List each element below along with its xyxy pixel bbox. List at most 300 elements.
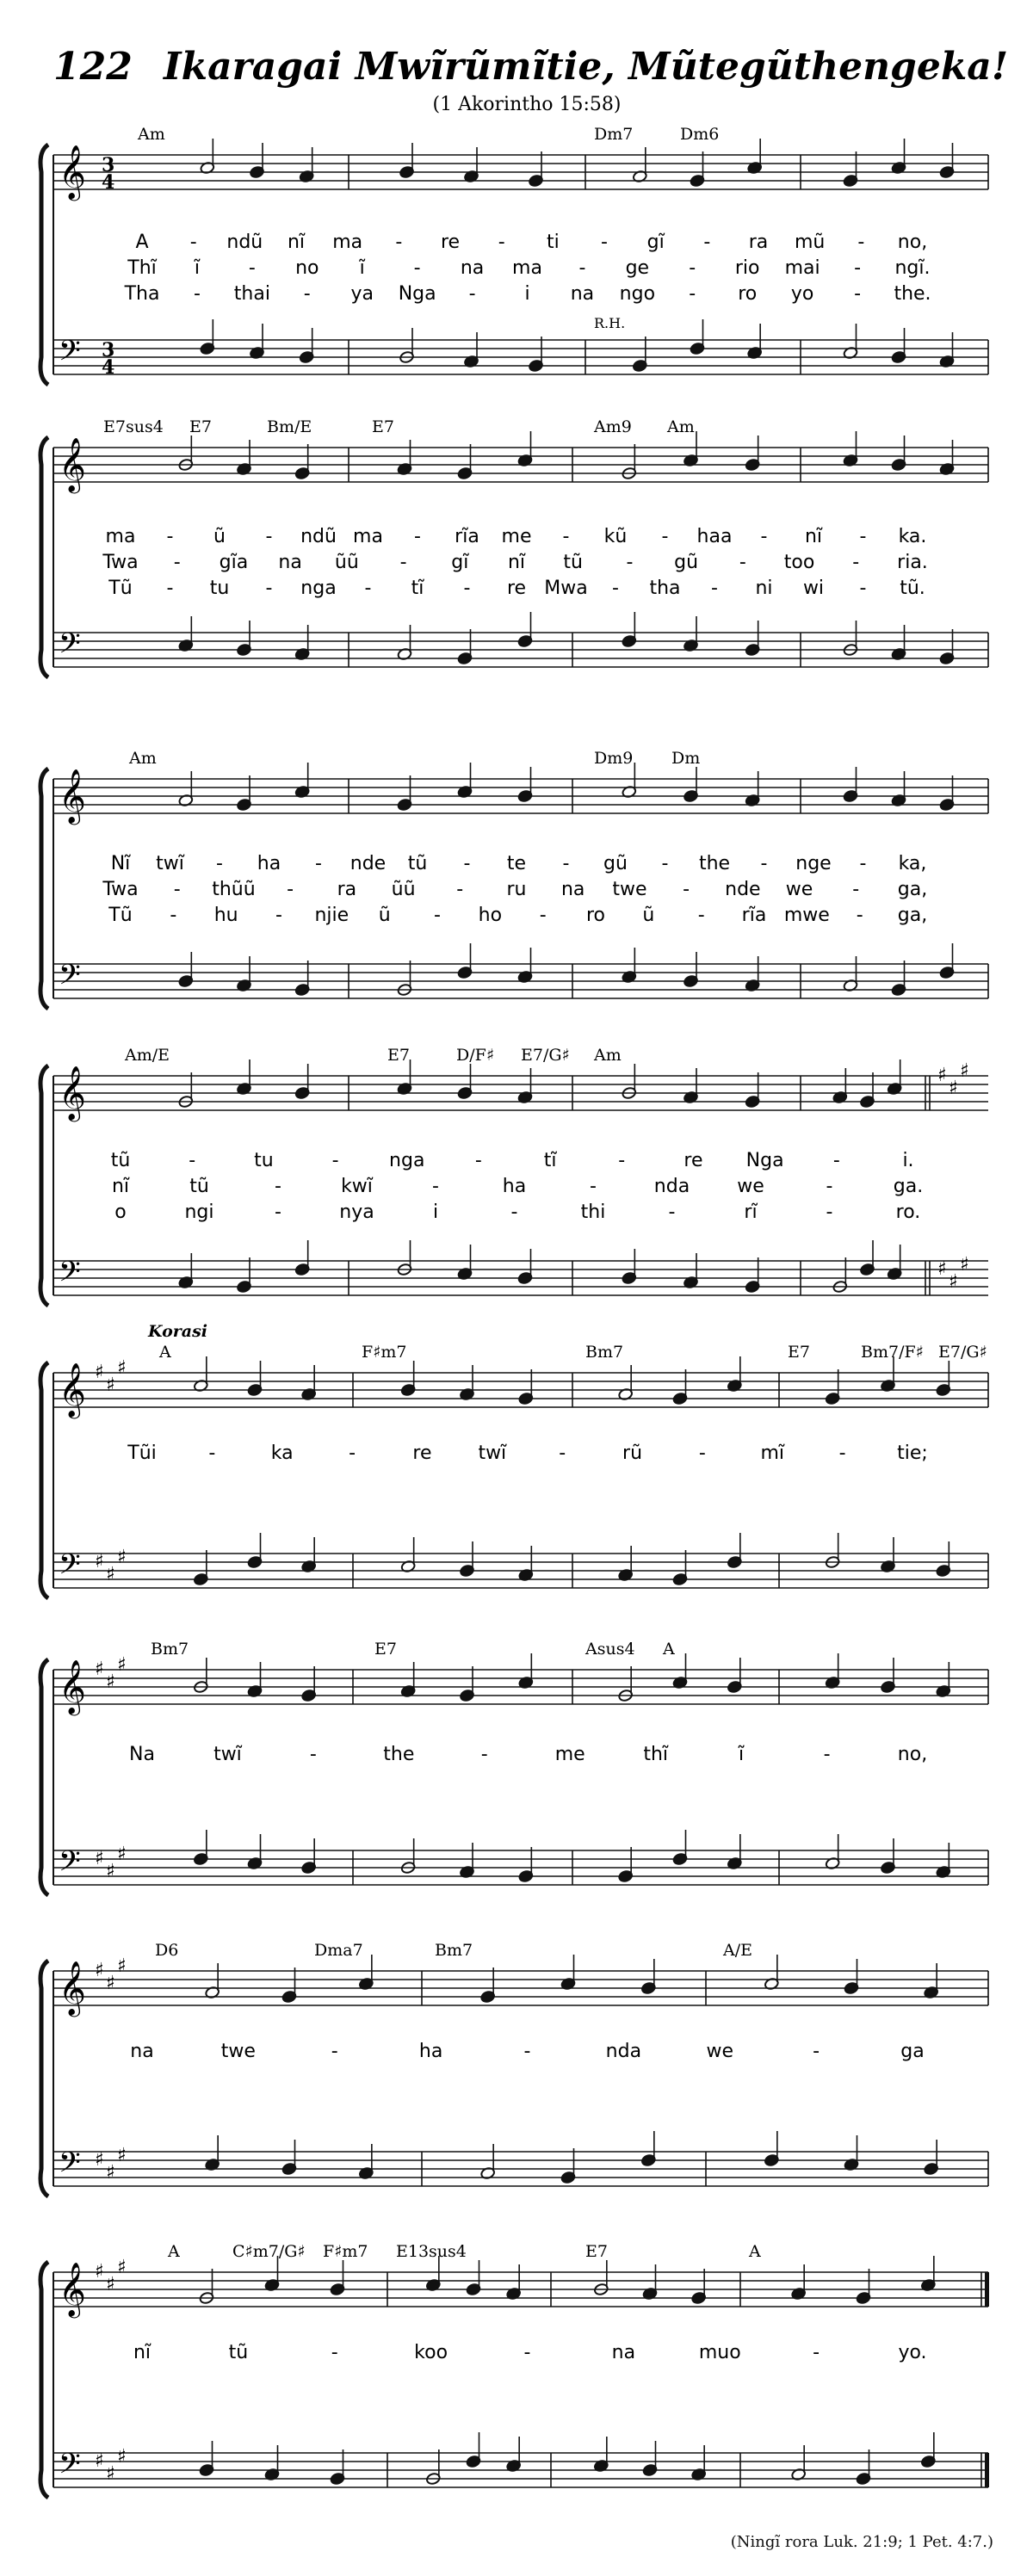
lyric-hyphen: - bbox=[857, 232, 865, 253]
lyric-syllable: na bbox=[611, 2342, 636, 2363]
lyric-hyphen: - bbox=[832, 1150, 840, 1171]
lyric-hyphen: - bbox=[698, 1442, 706, 1464]
lyric-syllable: Twa bbox=[102, 879, 139, 900]
lyric-syllable: tu bbox=[209, 578, 230, 599]
lyric-syllable: ũũ bbox=[334, 552, 359, 573]
lyric-syllable: tũ bbox=[407, 853, 428, 874]
lyric-syllable: kũ bbox=[603, 526, 628, 547]
lyric-hyphen: - bbox=[413, 257, 421, 279]
lyric-syllable: twe bbox=[612, 879, 647, 900]
key-sharp-icon: ♯ bbox=[117, 2257, 127, 2278]
lyric-hyphen: - bbox=[601, 232, 608, 253]
chord-symbol: Bm7 bbox=[435, 1941, 473, 1960]
system-5 bbox=[40, 1322, 988, 1598]
chord-symbol: A bbox=[168, 2242, 180, 2261]
lyric-syllable: ũ bbox=[642, 905, 655, 926]
lyric-hyphen: - bbox=[189, 232, 197, 253]
chord-symbol: E7 bbox=[585, 2242, 608, 2261]
lyric-syllable: ndũ bbox=[226, 232, 263, 253]
key-sharp-icon: ♯ bbox=[960, 1254, 969, 1276]
lyric-line-2 bbox=[102, 879, 927, 900]
lyric-syllable: ngo bbox=[619, 283, 656, 305]
lyric-hyphen: - bbox=[480, 1744, 488, 1765]
lyric-syllable: ro. bbox=[895, 1202, 921, 1223]
lyric-syllable: te bbox=[506, 853, 527, 874]
lyric-syllable: nga bbox=[300, 578, 337, 599]
system-4 bbox=[40, 1046, 988, 1306]
chord-symbol: Asus4 bbox=[585, 1640, 635, 1659]
lyric-hyphen: - bbox=[432, 1176, 439, 1197]
lyric-syllable: gĩ bbox=[451, 552, 469, 573]
lyric-syllable: gũ bbox=[674, 552, 699, 573]
lyric-syllable: i bbox=[524, 283, 530, 305]
key-sharp-icon: ♯ bbox=[95, 1848, 104, 1869]
time-signature-bottom: 4 bbox=[102, 356, 115, 379]
system-3 bbox=[40, 749, 988, 1009]
lyric-hyphen: - bbox=[414, 526, 421, 547]
lyric-syllable: rĩa bbox=[741, 905, 767, 926]
lyric-hyphen: - bbox=[859, 853, 867, 874]
lyric-line-1 bbox=[111, 853, 927, 874]
lyric-hyphen: - bbox=[275, 905, 282, 926]
lyric-syllable: njie bbox=[314, 905, 349, 926]
lyric-syllable: nĩ bbox=[507, 552, 526, 573]
lyric-syllable: yo. bbox=[898, 2342, 927, 2363]
lyric-line-2 bbox=[127, 257, 930, 279]
music-systems bbox=[40, 125, 989, 2498]
key-sharp-icon: ♯ bbox=[117, 2446, 127, 2468]
lyric-syllable: ho bbox=[478, 905, 503, 926]
lyric-hyphen: - bbox=[562, 526, 570, 547]
lyric-syllable: rĩ bbox=[744, 1202, 758, 1223]
lyric-syllable: ha bbox=[502, 1176, 527, 1197]
lyric-hyphen: - bbox=[523, 2041, 531, 2062]
lyric-hyphen: - bbox=[626, 552, 634, 573]
lyric-syllable: nda bbox=[605, 2041, 642, 2062]
lyric-syllable: me bbox=[554, 1744, 585, 1765]
lyric-syllable: nĩ bbox=[287, 232, 306, 253]
lyric-hyphen: - bbox=[170, 905, 177, 926]
lyric-syllable: nĩ bbox=[804, 526, 823, 547]
bass-clef-icon: 𝄢 bbox=[59, 959, 81, 998]
lyric-syllable: tha bbox=[649, 578, 681, 599]
lyric-hyphen: - bbox=[463, 853, 471, 874]
lyric-hyphen: - bbox=[618, 1150, 626, 1171]
key-sharp-icon: ♯ bbox=[106, 2463, 115, 2485]
lyric-syllable: thai bbox=[233, 283, 270, 305]
key-sharp-icon: ♯ bbox=[95, 2450, 104, 2472]
lyric-syllable: thĩ bbox=[643, 1744, 669, 1765]
bass-clef-icon: 𝄢 bbox=[59, 335, 81, 374]
lyric-line-3 bbox=[108, 905, 927, 926]
treble-staff bbox=[53, 1076, 988, 1110]
treble-clef-icon: 𝄞 bbox=[59, 1961, 86, 2015]
lyric-syllable: twĩ bbox=[156, 853, 184, 874]
chord-symbol: Bm7 bbox=[151, 1640, 189, 1659]
lyric-syllable: ro bbox=[585, 905, 606, 926]
lyric-syllable: the bbox=[698, 853, 731, 874]
lyric-hyphen: - bbox=[823, 1744, 831, 1765]
key-sharp-icon: ♯ bbox=[117, 1955, 127, 1977]
lyric-syllable: ge bbox=[625, 257, 650, 279]
time-signature-top: 3 bbox=[102, 154, 115, 176]
lyric-hyphen: - bbox=[331, 2342, 338, 2363]
chord-symbol: C♯m7/G♯ bbox=[232, 2242, 306, 2261]
bass-clef-icon: 𝄢 bbox=[59, 2448, 81, 2487]
lyric-hyphen: - bbox=[265, 526, 273, 547]
lyric-syllable: the bbox=[383, 1744, 415, 1765]
footnote-references: (Ningĩ rora Luk. 21:9; 1 Pet. 4:7.) bbox=[730, 2533, 993, 2551]
system-bracket bbox=[40, 769, 48, 1009]
lyric-syllable: ma bbox=[512, 257, 542, 279]
chord-symbol: Dm9 bbox=[594, 749, 634, 768]
lyric-hyphen: - bbox=[349, 1442, 356, 1464]
lyric-syllable: ma bbox=[353, 526, 383, 547]
lyric-hyphen: - bbox=[813, 2342, 820, 2363]
chord-symbol: Bm7/F♯ bbox=[861, 1343, 924, 1362]
lyric-syllable: ga. bbox=[893, 1176, 924, 1197]
lyric-syllable: nde bbox=[725, 879, 761, 900]
key-sharp-icon: ♯ bbox=[106, 1564, 115, 1585]
lyric-hyphen: - bbox=[854, 283, 862, 305]
chord-symbol: Am9 bbox=[594, 417, 632, 436]
treble-clef-icon: 𝄞 bbox=[59, 145, 86, 199]
lyric-syllable: ma bbox=[332, 232, 363, 253]
treble-clef-icon: 𝄞 bbox=[59, 769, 86, 823]
lyric-hyphen: - bbox=[166, 578, 174, 599]
lyric-hyphen: - bbox=[559, 1442, 566, 1464]
system-bracket bbox=[40, 145, 48, 385]
lyric-syllable: Mwa bbox=[544, 578, 588, 599]
lyric-hyphen: - bbox=[612, 578, 619, 599]
lyric-line-1 bbox=[129, 1744, 927, 1765]
lyric-hyphen: - bbox=[463, 578, 471, 599]
lyric-hyphen: - bbox=[364, 578, 372, 599]
lyric-hyphen: - bbox=[523, 2342, 531, 2363]
chord-symbol: A bbox=[159, 1343, 171, 1362]
lyric-syllable: twĩ bbox=[478, 1442, 507, 1464]
lyric-syllable: Tũi bbox=[127, 1442, 157, 1464]
chord-symbol: Am bbox=[129, 749, 157, 768]
lyric-hyphen: - bbox=[173, 552, 181, 573]
chord-symbol: E13sus4 bbox=[396, 2242, 467, 2261]
lyric-syllable: tũ bbox=[563, 552, 584, 573]
lyric-syllable: tũ bbox=[110, 1150, 131, 1171]
lyric-syllable: thũũ bbox=[212, 879, 256, 900]
lyric-hyphen: - bbox=[510, 1202, 518, 1223]
lyric-syllable: mai bbox=[784, 257, 820, 279]
lyric-syllable: ha bbox=[257, 853, 281, 874]
lyric-syllable: i bbox=[432, 1202, 439, 1223]
lyric-syllable: re bbox=[506, 578, 527, 599]
lyric-syllable: rĩa bbox=[455, 526, 479, 547]
lyric-hyphen: - bbox=[854, 257, 862, 279]
time-signature-top: 3 bbox=[102, 339, 115, 361]
lyric-syllable: ha bbox=[418, 2041, 443, 2062]
lyric-syllable: thi bbox=[580, 1202, 606, 1223]
lyric-syllable: koo bbox=[414, 2342, 448, 2363]
lyric-syllable: ka. bbox=[898, 526, 927, 547]
lyric-hyphen: - bbox=[275, 1176, 281, 1197]
chord-symbol: Am bbox=[594, 1046, 622, 1065]
lyric-hyphen: - bbox=[331, 2041, 338, 2062]
lyric-syllable: ga, bbox=[897, 905, 928, 926]
lyric-hyphen: - bbox=[216, 853, 223, 874]
lyric-hyphen: - bbox=[661, 526, 669, 547]
lyric-syllable: na bbox=[570, 283, 595, 305]
lyric-line-1 bbox=[133, 2342, 927, 2363]
lyric-syllable: the. bbox=[894, 283, 931, 305]
lyric-syllable: rũ bbox=[622, 1442, 643, 1464]
lyric-syllable: haa bbox=[696, 526, 733, 547]
lyric-hyphen: - bbox=[189, 1150, 196, 1171]
chord-symbol: E7 bbox=[372, 417, 394, 436]
lyric-hyphen: - bbox=[852, 552, 860, 573]
lyric-syllable: kwĩ bbox=[341, 1176, 373, 1197]
lyric-syllable: ra bbox=[748, 232, 769, 253]
lyric-hyphen: - bbox=[689, 257, 696, 279]
lyric-syllable: gĩ bbox=[646, 232, 665, 253]
lyric-line-1 bbox=[127, 1442, 928, 1464]
lyric-hyphen: - bbox=[852, 879, 860, 900]
lyric-syllable: nĩ bbox=[133, 2342, 152, 2363]
chord-symbol: Dm6 bbox=[680, 125, 720, 144]
lyric-hyphen: - bbox=[668, 1202, 676, 1223]
lyric-syllable: ti bbox=[546, 232, 560, 253]
key-sharp-icon: ♯ bbox=[95, 1551, 104, 1572]
lyric-hyphen: - bbox=[590, 1176, 597, 1197]
system-6 bbox=[40, 1640, 988, 1895]
lyric-syllable: na bbox=[130, 2041, 154, 2062]
lyric-syllable: no, bbox=[897, 1744, 928, 1765]
lyric-syllable: mĩ bbox=[760, 1442, 785, 1464]
chord-symbol: Am bbox=[138, 125, 165, 144]
system-bracket bbox=[40, 1362, 48, 1598]
lyric-hyphen: - bbox=[760, 526, 768, 547]
lyric-hyphen: - bbox=[826, 1202, 833, 1223]
lyric-syllable: Tha bbox=[124, 283, 160, 305]
lyric-line-3 bbox=[114, 1202, 920, 1223]
key-sharp-icon: ♯ bbox=[95, 1960, 104, 1981]
lyric-syllable: Nĩ bbox=[110, 853, 131, 874]
lyric-syllable: Twa bbox=[102, 552, 139, 573]
treble-clef-icon: 𝄞 bbox=[59, 1659, 86, 1714]
time-signature-bottom: 4 bbox=[102, 171, 115, 194]
lyric-syllable: A bbox=[135, 232, 149, 253]
lyric-syllable: Nga bbox=[745, 1150, 784, 1171]
chord-symbol: E7/G♯ bbox=[938, 1343, 987, 1362]
key-sharp-icon: ♯ bbox=[106, 1973, 115, 1994]
lyric-syllable: ũ bbox=[213, 526, 226, 547]
lyric-hyphen: - bbox=[760, 853, 768, 874]
lyric-syllable: ngi bbox=[184, 1202, 214, 1223]
chord-symbol: A bbox=[663, 1640, 675, 1659]
lyric-hyphen: - bbox=[562, 853, 570, 874]
lyric-syllable: ga bbox=[900, 2041, 925, 2062]
lyric-syllable: Nga bbox=[398, 283, 436, 305]
lyric-syllable: ria. bbox=[897, 552, 928, 573]
lyric-syllable: ĩ bbox=[359, 257, 365, 279]
lyric-line-2 bbox=[112, 1176, 923, 1197]
lyric-syllable: tĩ bbox=[543, 1150, 557, 1171]
lyric-syllable: o bbox=[114, 1202, 127, 1223]
chord-symbol: Am bbox=[667, 417, 695, 436]
lyric-line-3 bbox=[108, 578, 925, 599]
lyric-hyphen: - bbox=[683, 879, 690, 900]
lyric-syllable: Thĩ bbox=[127, 257, 157, 279]
lyric-syllable: tũ bbox=[189, 1176, 209, 1197]
lyric-hyphen: - bbox=[399, 552, 407, 573]
bass-clef-icon: 𝄢 bbox=[59, 627, 81, 667]
final-barline-thick bbox=[985, 2453, 989, 2487]
lyric-syllable: re bbox=[684, 1150, 703, 1171]
bass-staff bbox=[53, 1554, 988, 1588]
chord-symbol: E7 bbox=[788, 1343, 810, 1362]
key-sharp-icon: ♯ bbox=[949, 1078, 958, 1099]
key-sharp-icon: ♯ bbox=[117, 2145, 127, 2166]
chord-symbol: D6 bbox=[155, 1941, 179, 1960]
lyric-syllable: twĩ bbox=[213, 1744, 242, 1765]
lyric-syllable: mwe bbox=[783, 905, 830, 926]
chord-symbol: D/F♯ bbox=[456, 1046, 495, 1065]
key-sharp-icon: ♯ bbox=[95, 1659, 104, 1680]
lyric-hyphen: - bbox=[468, 283, 476, 305]
system-1 bbox=[40, 125, 988, 385]
lyric-syllable: ro bbox=[738, 283, 758, 305]
system-bracket bbox=[40, 2262, 48, 2498]
lyric-syllable: Tũ bbox=[108, 578, 133, 599]
bass-clef-icon: 𝄢 bbox=[59, 2147, 81, 2186]
chord-symbol: Bm/E bbox=[267, 417, 312, 436]
treble-clef-icon: 𝄞 bbox=[59, 1066, 86, 1120]
lyric-syllable: nde bbox=[349, 853, 387, 874]
lyric-hyphen: - bbox=[813, 2041, 820, 2062]
treble-clef-icon: 𝄞 bbox=[59, 2262, 86, 2316]
lyric-syllable: nĩ bbox=[111, 1176, 130, 1197]
lyric-syllable: twe bbox=[220, 2041, 256, 2062]
treble-clef-icon: 𝄞 bbox=[59, 437, 86, 491]
lyric-hyphen: - bbox=[856, 905, 863, 926]
bass-clef-icon: 𝄢 bbox=[59, 1256, 81, 1295]
lyric-syllable: ngĩ. bbox=[894, 257, 931, 279]
system-2 bbox=[40, 417, 988, 677]
lyric-syllable: me bbox=[501, 526, 532, 547]
lyric-hyphen: - bbox=[265, 578, 273, 599]
lyric-syllable: ka, bbox=[898, 853, 927, 874]
lyric-line-1 bbox=[106, 526, 927, 547]
lyric-hyphen: - bbox=[697, 905, 705, 926]
key-sharp-icon: ♯ bbox=[117, 1547, 127, 1568]
lyric-syllable: we bbox=[706, 2041, 734, 2062]
lyric-syllable: ĩ bbox=[739, 1744, 745, 1765]
key-sharp-icon: ♯ bbox=[949, 1271, 958, 1293]
lyric-hyphen: - bbox=[703, 232, 711, 253]
key-sharp-icon: ♯ bbox=[937, 1258, 947, 1280]
lyric-hyphen: - bbox=[275, 1202, 281, 1223]
lyric-line-2 bbox=[102, 552, 927, 573]
lyric-hyphen: - bbox=[315, 853, 322, 874]
lyric-syllable: ũ bbox=[378, 905, 391, 926]
lyric-syllable: nge bbox=[795, 853, 832, 874]
lyric-syllable: wi bbox=[802, 578, 825, 599]
lyric-hyphen: - bbox=[208, 1442, 216, 1464]
system-bracket bbox=[40, 1659, 48, 1895]
chord-symbol: Am/E bbox=[125, 1046, 170, 1065]
key-sharp-icon: ♯ bbox=[95, 2261, 104, 2283]
lyric-syllable: hu bbox=[213, 905, 238, 926]
lyric-hyphen: - bbox=[739, 552, 746, 573]
system-7 bbox=[40, 1941, 988, 2196]
key-sharp-icon: ♯ bbox=[106, 1861, 115, 1882]
lyric-syllable: re bbox=[412, 1442, 432, 1464]
chorus-label: Korasi bbox=[148, 1322, 208, 1341]
lyric-hyphen: - bbox=[474, 1150, 482, 1171]
lyric-syllable: ũũ bbox=[391, 879, 416, 900]
hymn-header bbox=[53, 45, 1008, 115]
lyric-syllable: nda bbox=[653, 1176, 690, 1197]
lyric-line-1 bbox=[130, 2041, 924, 2062]
lyric-syllable: we bbox=[785, 879, 813, 900]
chord-symbol: Dm7 bbox=[594, 125, 634, 144]
key-sharp-icon: ♯ bbox=[117, 1357, 127, 1379]
lyric-hyphen: - bbox=[859, 526, 867, 547]
lyric-syllable: tu bbox=[254, 1150, 274, 1171]
lyric-syllable: ma bbox=[105, 526, 136, 547]
lyric-syllable: ndũ bbox=[300, 526, 337, 547]
treble-staff bbox=[53, 2272, 988, 2307]
lyric-line-1 bbox=[135, 232, 927, 253]
chord-symbol: A bbox=[749, 2242, 761, 2261]
lyric-hyphen: - bbox=[689, 283, 696, 305]
scripture-reference: (1 Akorintho 15:58) bbox=[432, 94, 622, 115]
key-sharp-icon: ♯ bbox=[117, 1844, 127, 1865]
chord-symbol: Bm7 bbox=[585, 1343, 624, 1362]
lyric-hyphen: - bbox=[248, 257, 256, 279]
lyric-hyphen: - bbox=[456, 879, 464, 900]
lyric-syllable: na bbox=[278, 552, 302, 573]
lyric-syllable: ka bbox=[270, 1442, 294, 1464]
lyric-hyphen: - bbox=[331, 1150, 339, 1171]
chord-symbol: F♯m7 bbox=[323, 2242, 368, 2261]
lyric-syllable: no bbox=[295, 257, 319, 279]
key-sharp-icon: ♯ bbox=[937, 1065, 947, 1086]
bass-clef-icon: 𝄢 bbox=[59, 1845, 81, 1885]
lyric-line-1 bbox=[111, 1150, 914, 1171]
chord-symbol: A/E bbox=[723, 1941, 752, 1960]
key-sharp-icon: ♯ bbox=[117, 1654, 127, 1676]
lyric-hyphen: - bbox=[838, 1442, 846, 1464]
treble-clef-icon: 𝄞 bbox=[59, 1362, 86, 1417]
key-sharp-icon: ♯ bbox=[960, 1060, 969, 1082]
lyric-hyphen: - bbox=[434, 905, 441, 926]
lyric-hyphen: - bbox=[309, 1744, 317, 1765]
lyric-syllable: ni bbox=[755, 578, 773, 599]
lyric-hyphen: - bbox=[303, 283, 311, 305]
key-sharp-icon: ♯ bbox=[95, 2149, 104, 2171]
lyric-hyphen: - bbox=[498, 232, 505, 253]
chord-symbol: E7sus4 bbox=[103, 417, 164, 436]
lyric-hyphen: - bbox=[578, 257, 586, 279]
lyric-syllable: too bbox=[783, 552, 815, 573]
bass-staff bbox=[53, 2453, 988, 2487]
system-8 bbox=[40, 2242, 989, 2498]
key-sharp-icon: ♯ bbox=[106, 1374, 115, 1396]
chord-symbol: E7 bbox=[387, 1046, 410, 1065]
lyric-hyphen: - bbox=[173, 879, 181, 900]
lyric-hyphen: - bbox=[395, 232, 403, 253]
system-bracket bbox=[40, 1961, 48, 2196]
chord-symbol: E7/G♯ bbox=[521, 1046, 570, 1065]
